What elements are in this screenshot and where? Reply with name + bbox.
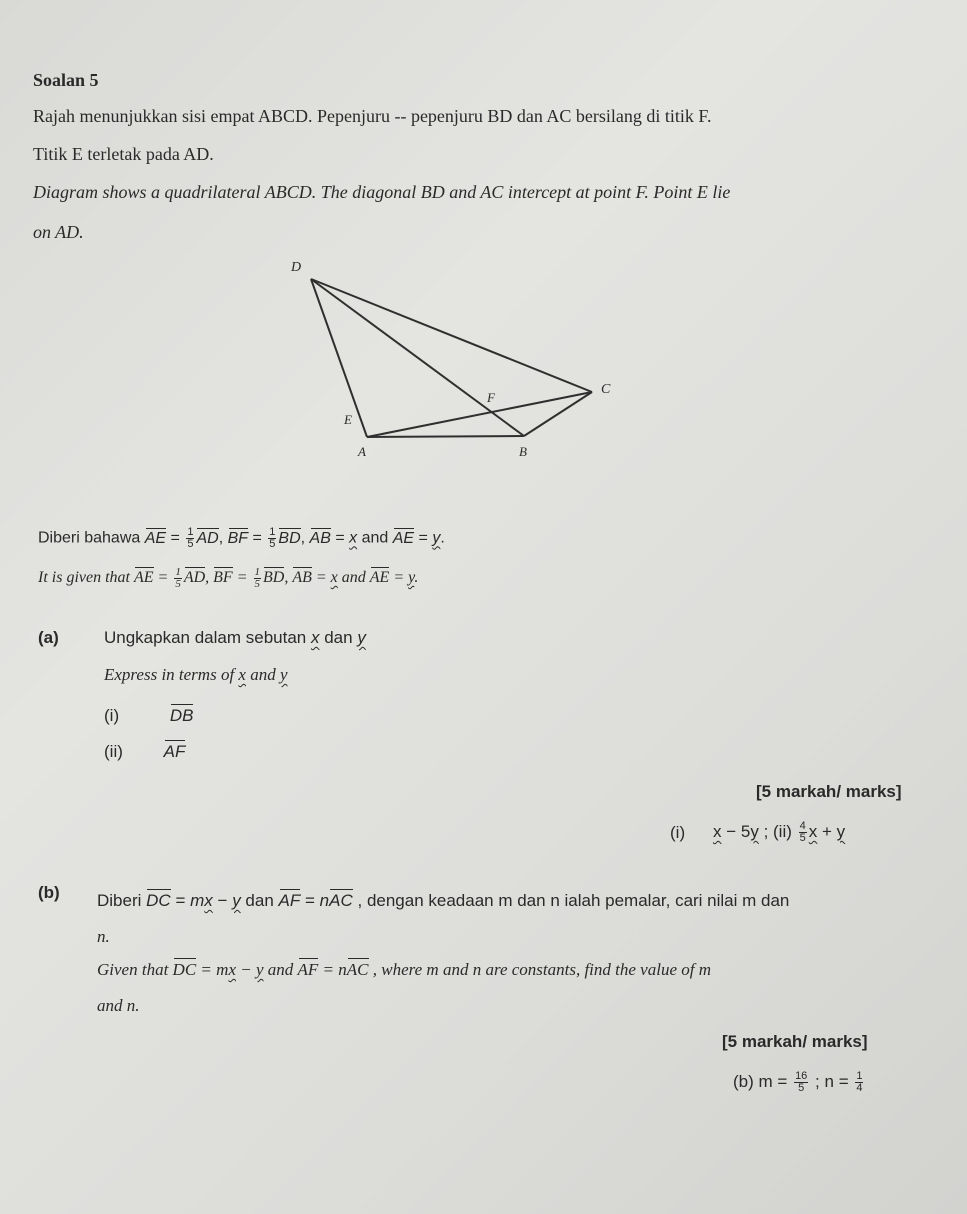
label-E: E (344, 412, 352, 427)
part-a-answer: x − 5y ; (ii) $\frac{4}{5}$ x + y (713, 820, 846, 844)
given-english: It is given that AE = $\frac{1}{5}$ AD, BF = $\frac{1}{5}$ BD, AB = x and AE = y. (38, 566, 419, 590)
vector-AC: AC (346, 960, 369, 979)
question-heading: Soalan 5 (33, 70, 99, 90)
vector-DB: DB (169, 706, 194, 725)
vector-AE: AE (369, 569, 390, 587)
part-b-malay-line1: Diberi DC = mx − y dan AF = nAC , dengan keadaan m dan n ialah pemalar, cari nilai m dan (97, 891, 790, 910)
vector-AB: AB (309, 529, 331, 547)
fraction-one-fifth: $\frac{1}{5}$ (175, 566, 181, 590)
vector-DC: DC (146, 891, 171, 910)
part-a-english: Express in terms of x and y (104, 665, 288, 684)
part-a-item-ii: (ii) AF (104, 742, 186, 761)
fraction-one-fifth: $\frac{1}{5}$ (254, 566, 260, 590)
label-A: A (358, 444, 366, 459)
label-B: B (519, 444, 527, 459)
side-DC (311, 279, 592, 392)
vector-x: x (330, 569, 338, 587)
fraction-one-quarter: $\frac{1}{4}$ (856, 1070, 863, 1094)
fraction-one-fifth: $\frac{1}{5}$ (269, 526, 276, 550)
vector-AE: AE (133, 569, 154, 587)
part-a-marks: [5 markah/ marks] (756, 782, 902, 801)
quadrilateral-diagram (0, 0, 967, 470)
intro-english-line1: Diagram shows a quadrilateral ABCD. The diagonal BD and AC intercept at point F. Point E lie (33, 182, 731, 202)
fraction-sixteen-fifths: $\frac{16}{5}$ (795, 1070, 808, 1094)
part-b-answer: (b) m = $\frac{16}{5}$ ; n = $\frac{1}{4}$ (733, 1070, 863, 1094)
vector-AF: AF (163, 742, 186, 761)
side-DA (311, 279, 367, 437)
part-a-answer-label: (i) (670, 823, 686, 842)
vector-y: y (432, 529, 441, 547)
part-b-label: (b) (38, 883, 60, 902)
vector-AF: AF (278, 891, 301, 910)
given-malay: Diberi bahawa AE = $\frac{1}{5}$ AD, BF = $\frac{1}{5}$ BD, AB = x and AE = y. (38, 526, 445, 550)
vector-y: y (408, 569, 415, 587)
label-D: D (291, 260, 302, 275)
part-b-malay-line2: n. (97, 927, 110, 946)
intro-malay-line2: Titik E terletak pada AD. (33, 144, 214, 164)
vector-BD: BD (278, 529, 301, 547)
vector-x: x (349, 529, 358, 547)
part-a-label: (a) (38, 628, 59, 647)
side-AB (367, 436, 524, 437)
intro-english-line2: on AD. (33, 222, 84, 242)
vector-BF: BF (213, 569, 233, 587)
vector-AD: AD (183, 569, 206, 587)
vector-BD: BD (263, 569, 285, 587)
intro-malay-line1: Rajah menunjukkan sisi empat ABCD. Pepenjuru -- pepenjuru BD dan AC bersilang di titik F. (33, 106, 712, 126)
vector-BF: BF (227, 529, 249, 547)
label-C: C (601, 382, 611, 397)
part-b-english-line1: Given that DC = mx − y and AF = nAC , where m and n are constants, find the value of m (97, 960, 711, 979)
vector-AE: AE (392, 529, 415, 547)
vector-AE: AE (144, 529, 167, 547)
fraction-four-fifths: $\frac{4}{5}$ (799, 820, 806, 844)
vector-AF: AF (297, 960, 319, 979)
label-F: F (487, 390, 495, 405)
vector-AB: AB (292, 569, 312, 587)
part-b-marks: [5 markah/ marks] (722, 1032, 868, 1051)
part-b-english-line2: and n. (97, 996, 140, 1015)
part-a-malay: Ungkapkan dalam sebutan x dan y (104, 628, 366, 647)
vector-DC: DC (172, 960, 197, 979)
vector-AC: AC (329, 891, 353, 910)
vector-AD: AD (196, 529, 219, 547)
fraction-one-fifth: $\frac{1}{5}$ (187, 526, 194, 550)
part-a-item-i: (i) DB (104, 706, 194, 725)
